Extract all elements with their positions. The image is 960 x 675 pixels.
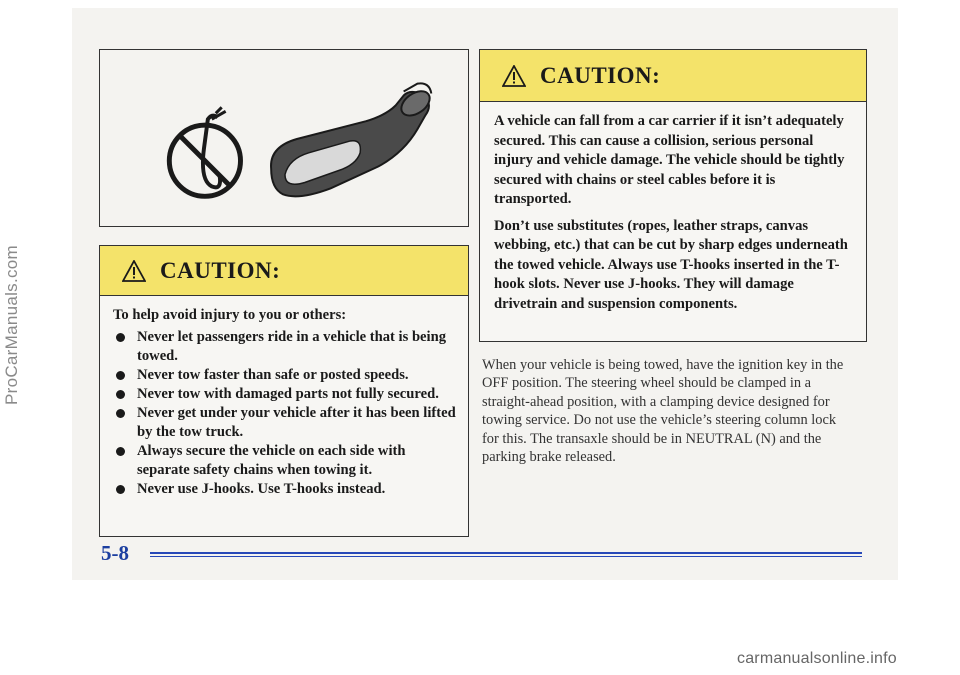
bullet-text: Never get under your vehicle after it has been lifted by the tow truck. <box>137 405 456 440</box>
left-caution-bullet <box>113 328 456 366</box>
right-caution-body <box>480 102 866 314</box>
left-caution-lead: To help avoid injury to you or others: <box>113 307 347 323</box>
right-caution-box <box>479 49 867 342</box>
left-caution-title: CAUTION: <box>160 257 281 283</box>
footer-rule-thin <box>150 556 862 557</box>
left-caution-box <box>99 245 469 537</box>
left-caution-bullet <box>113 480 456 499</box>
left-caution-bullet-list <box>113 328 456 499</box>
left-caution-header <box>100 246 468 296</box>
hook-illustration-drawing <box>100 50 468 226</box>
towing-instructions <box>482 356 854 466</box>
right-caution-paragraph: A vehicle can fall from a car carrier if it isn’t adequately secured. This can cause a collision, serious personal injury and vehicle damage. The vehicle should be tightly secured with chains or steel cables before it is transported. <box>494 113 845 207</box>
towing-instructions-text: When your vehicle is being towed, have the ignition key in the OFF position. The steering wheel should be clamped in a straight-ahead position, with a clamping device designed for towing service. Do not use the vehicle’s steering column lock for this. The transaxle should be in NEUTRAL (N) and the parking brake released. <box>482 357 844 466</box>
bullet-icon <box>116 371 125 380</box>
bullet-icon <box>116 485 125 494</box>
bullet-icon <box>116 409 125 418</box>
hook-illustration <box>99 49 469 227</box>
page-number: 5-8 <box>101 541 129 565</box>
bullet-icon <box>116 447 125 456</box>
bullet-text: Never let passengers ride in a vehicle that is being towed. <box>137 329 447 364</box>
left-caution-bullet <box>113 366 456 385</box>
left-caution-body <box>100 296 468 499</box>
bullet-text: Always secure the vehicle on each side with separate safety chains when towing it. <box>137 443 406 478</box>
footer-source-url: carmanualsonline.info <box>737 650 897 667</box>
footer-rule <box>150 552 862 554</box>
bullet-icon <box>116 390 125 399</box>
left-caution-bullet <box>113 385 456 404</box>
bullet-text: Never use J-hooks. Use T-hooks instead. <box>137 481 386 497</box>
side-watermark <box>0 110 24 540</box>
watermark-text: ProCarManuals.com <box>2 244 22 406</box>
right-caution-title: CAUTION: <box>540 62 661 88</box>
bullet-text: Never tow with damaged parts not fully secured. <box>137 386 439 402</box>
t-hook-icon <box>271 83 434 196</box>
right-caution-paragraph: Don’t use substitutes (ropes, leather straps, canvas webbing, etc.) that can be cut by sharp edges underneath the towed vehicle. Always use T-hooks inserted in the T-hook slots. Never use J-hooks. They will damage drivetrain and suspension components. <box>494 217 848 312</box>
warning-triangle-icon <box>122 260 146 282</box>
no-rope-hook-icon <box>169 107 240 196</box>
left-caution-bullet <box>113 442 456 480</box>
left-caution-bullet <box>113 404 456 442</box>
bullet-text: Never tow faster than safe or posted speeds. <box>137 367 409 383</box>
bullet-icon <box>116 333 125 342</box>
warning-triangle-icon <box>502 65 526 87</box>
right-caution-header <box>480 50 866 102</box>
